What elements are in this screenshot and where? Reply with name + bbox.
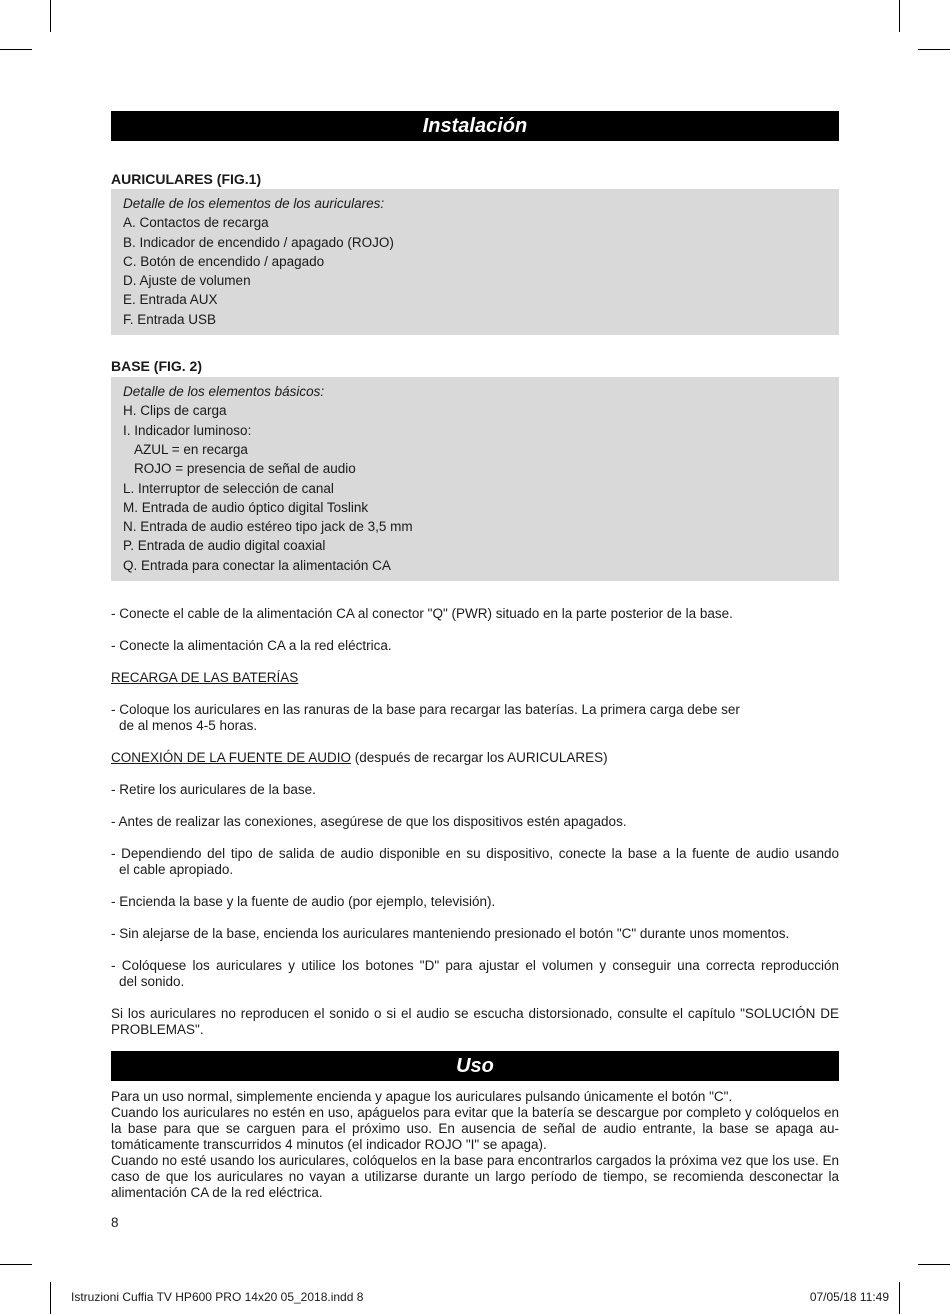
use-paragraph-3: Cuando no esté usando los auriculares, colóquelos en la base para encontrarlos cargados la próxima vez que los use. En caso de que los auriculares no vayan a utilizarse durante un largo período de tiempo, se recomienda desconectar la alimentación CA de la red eléctrica. xyxy=(111,1153,839,1201)
footer-timestamp: 07/05/18 11:49 xyxy=(809,1290,889,1304)
page-number: 8 xyxy=(111,1215,119,1231)
headphones-item: F. Entrada USB xyxy=(123,311,217,327)
base-subitem: ROJO = presencia de señal de audio xyxy=(134,461,356,477)
headphones-item: E. Entrada AUX xyxy=(123,292,218,308)
base-box xyxy=(111,377,839,581)
connection-step-6-line: del sonido. xyxy=(119,974,185,990)
crop-mark-bottom-right-v xyxy=(899,1282,900,1314)
connection-step-6 xyxy=(111,958,839,990)
base-heading: BASE (FIG. 2) xyxy=(111,358,203,375)
use-paragraph-2: Cuando los auriculares no estén en uso, apáguelos para evitar que la batería se descargue por completo y colóquelos en la base para que se carguen para el próximo uso. En ausencia de señal de audio entrante, la base se apaga au-tomáticamente transcurridos 4 minutos (el indicador ROJO "I" se apaga). xyxy=(111,1105,839,1153)
installation-banner: Instalación xyxy=(111,111,839,141)
connection-step-3-line: - Dependiendo del tipo de salida de audio disponible en su dispositivo, conecte la base a la fuente de audio usando xyxy=(111,846,839,862)
headphones-item: D. Ajuste de volumen xyxy=(123,273,251,289)
headphones-intro: Detalle de los elementos de los auriculares: xyxy=(123,196,385,211)
base-intro: Detalle de los elementos básicos: xyxy=(123,384,325,400)
base-item: L. Interruptor de selección de canal xyxy=(123,480,334,496)
base-item: Q. Entrada para conectar la alimentación CA xyxy=(123,557,391,573)
base-item: M. Entrada de audio óptico digital Toslink xyxy=(123,499,369,515)
crop-mark-top-left-v xyxy=(50,0,51,32)
crop-mark-bottom-right-h xyxy=(918,1264,950,1265)
crop-mark-bottom-left-v xyxy=(50,1282,51,1314)
footer-filename: Istruzioni Cuffia TV HP600 PRO 14x20 05_2018.indd 8 xyxy=(71,1290,364,1304)
recharge-heading: RECARGA DE LAS BATERÍAS xyxy=(111,670,299,686)
headphones-item: C. Botón de encendido / apagado xyxy=(123,253,325,269)
base-item: P. Entrada de audio digital coaxial xyxy=(123,538,326,554)
base-subitem: AZUL = en recarga xyxy=(134,441,248,457)
connection-step-4: - Encienda la base y la fuente de audio (por ejemplo, televisión). xyxy=(111,894,496,910)
recharge-paragraph xyxy=(111,702,839,734)
connection-heading: CONEXIÓN DE LA FUENTE DE AUDIO xyxy=(111,750,352,766)
crop-mark-top-right-v xyxy=(899,0,900,32)
headphones-item: B. Indicador de encendido / apagado (ROJO) xyxy=(123,234,394,250)
base-item: I. Indicador luminoso: xyxy=(123,422,252,438)
crop-mark-top-left-h xyxy=(0,49,32,50)
use-paragraph-1: Para un uso normal, simplemente encienda y apague los auriculares pulsando únicamente el botón "C". xyxy=(111,1089,733,1105)
recharge-line: de al menos 4-5 horas. xyxy=(119,718,258,734)
headphones-item: A. Contactos de recarga xyxy=(123,215,269,231)
connection-step-3-line: el cable apropiado. xyxy=(119,862,234,878)
connection-step-5: - Sin alejarse de la base, encienda los auriculares manteniendo presionado el botón "C" durante unos momentos. xyxy=(111,926,790,942)
crop-mark-top-right-h xyxy=(918,49,950,50)
headphones-heading: AURICULARES (FIG.1) xyxy=(111,171,262,187)
page-content xyxy=(111,111,839,1231)
troubleshooting-note: Si los auriculares no reproducen el sonido o si el audio se escucha distorsionado, consulte el capítulo "SOLUCIÓN DE PROBLEMAS". xyxy=(111,1006,839,1038)
step-connect-cable: - Conecte el cable de la alimentación CA al conector "Q" (PWR) situado en la parte posterior de la base. xyxy=(111,606,733,622)
headphones-box xyxy=(111,189,839,335)
base-item: H. Clips de carga xyxy=(123,403,227,419)
connection-heading-suffix: (después de recargar los AURICULARES) xyxy=(351,750,608,766)
step-connect-power: - Conecte la alimentación CA a la red eléctrica. xyxy=(111,638,392,654)
connection-step-3 xyxy=(111,846,839,878)
connection-heading-line xyxy=(111,750,839,766)
use-banner: Uso xyxy=(111,1051,839,1081)
recharge-line: - Coloque los auriculares en las ranuras de la base para recargar las baterías. La primera carga debe ser xyxy=(111,702,740,718)
connection-step-6-line: - Colóquese los auriculares y utilice los botones "D" para ajustar el volumen y conseguir una correcta reproducción xyxy=(111,958,839,974)
crop-mark-bottom-left-h xyxy=(0,1264,32,1265)
connection-step-1: - Retire los auriculares de la base. xyxy=(111,782,316,798)
connection-step-2: - Antes de realizar las conexiones, asegúrese de que los dispositivos estén apagados. xyxy=(111,814,627,830)
base-item: N. Entrada de audio estéreo tipo jack de 3,5 mm xyxy=(123,519,413,535)
